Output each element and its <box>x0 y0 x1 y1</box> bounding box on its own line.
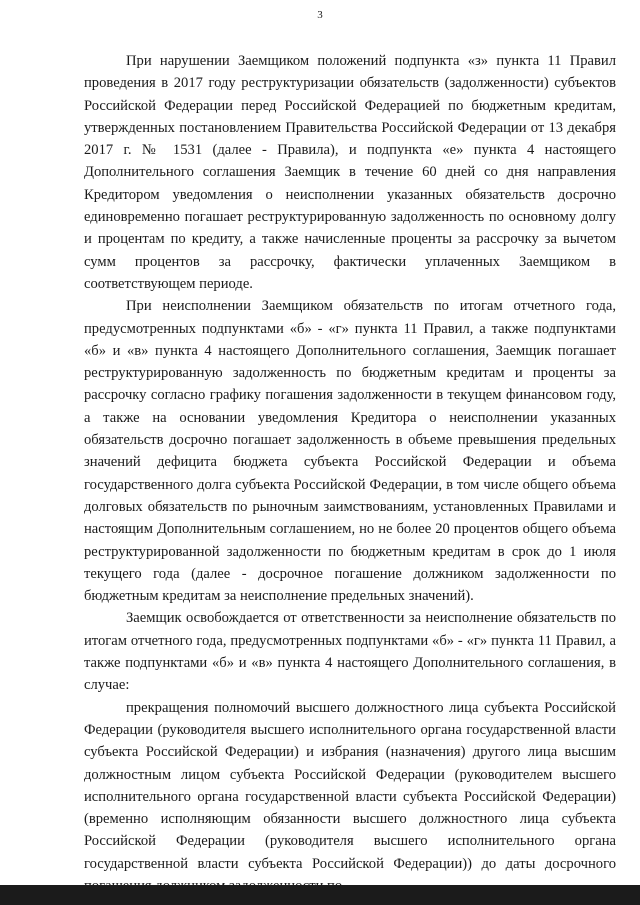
scan-edge <box>0 885 640 905</box>
document-body <box>84 50 616 897</box>
paragraph-exemption: Заемщик освобождается от ответственности за неисполнение обязательств по итогам отчетного года, предусмотренных подпунктами «б» - «г» пункта 11 Правил, а также подпунктами «б» и «в» пункта 4 настоящего Дополнительного соглашения, в случае: <box>84 610 616 694</box>
page-number: 3 <box>317 9 323 21</box>
paragraph-non-fulfillment: При неисполнении Заемщиком обязательств по итогам отчетного года, предусмотренных подпунктами «б» - «г» пункта 11 Правил, а также подпунктами «б» и «в» пункта 4 настоящего Дополнительного соглашения, Заемщик погашает реструктурированную задолженность по бюджетным кредитам и проценты за рассрочку согласно графику погашения задолженности в текущем финансовом году, а также на основании уведомления Кредитора о неисполнении указанных обязательств досрочно погашает задолженность в объеме превышения предельных значений дефицита бюджета субъекта Российской Федерации и объема государственного долга субъекта Российской Федерации, в том числе общего объема долговых обязательств по рыночным заимствованиям, установленных Правилами и настоящим Дополнительным соглашением, но не более 20 процентов общего объема реструктурированной задолженности по бюджетным кредитам в срок до 1 июля текущего года (далее - досрочное погашение должником задолженности по бюджетным кредитам за неисполнение предельных значений). <box>84 298 616 605</box>
paragraph-violation: При нарушении Заемщиком положений подпункта «з» пункта 11 Правил проведения в 2017 году реструктуризации обязательств (задолженности) субъектов Российской Федерации перед Российской Федерацией по бюджетным кредитам, утвержденных постановлением Правительства Российской Федерации от 13 декабря 2017 г. № 1531 (далее - Правила), и подпункта «е» пункта 4 настоящего Дополнительного соглашения Заемщик в течение 60 дней со дня направления Кредитором уведомления о неисполнении указанных обязательств досрочно единовременно погашает реструктурированную задолженность по основному долгу и процентам по кредиту, а также начисленные проценты за рассрочку за вычетом сумм процентов за рассрочку, фактически уплаченных Заемщиком в соответствующем периоде. <box>84 53 616 292</box>
paragraph-termination-of-powers: прекращения полномочий высшего должностного лица субъекта Российской Федерации (руководителя высшего исполнительного органа государственной власти субъекта Российской Федерации) и избрания (назначения) другого лица высшим должностным лицом субъекта Российской Федерации (руководителем высшего исполнительного органа государственной власти субъекта Российской Федерации) (временно исполняющим обязанности высшего должностного лица субъекта Российской Федерации (руководителя высшего исполнительного органа государственной власти субъекта Российской Федерации)) до даты досрочного <box>84 699 616 872</box>
